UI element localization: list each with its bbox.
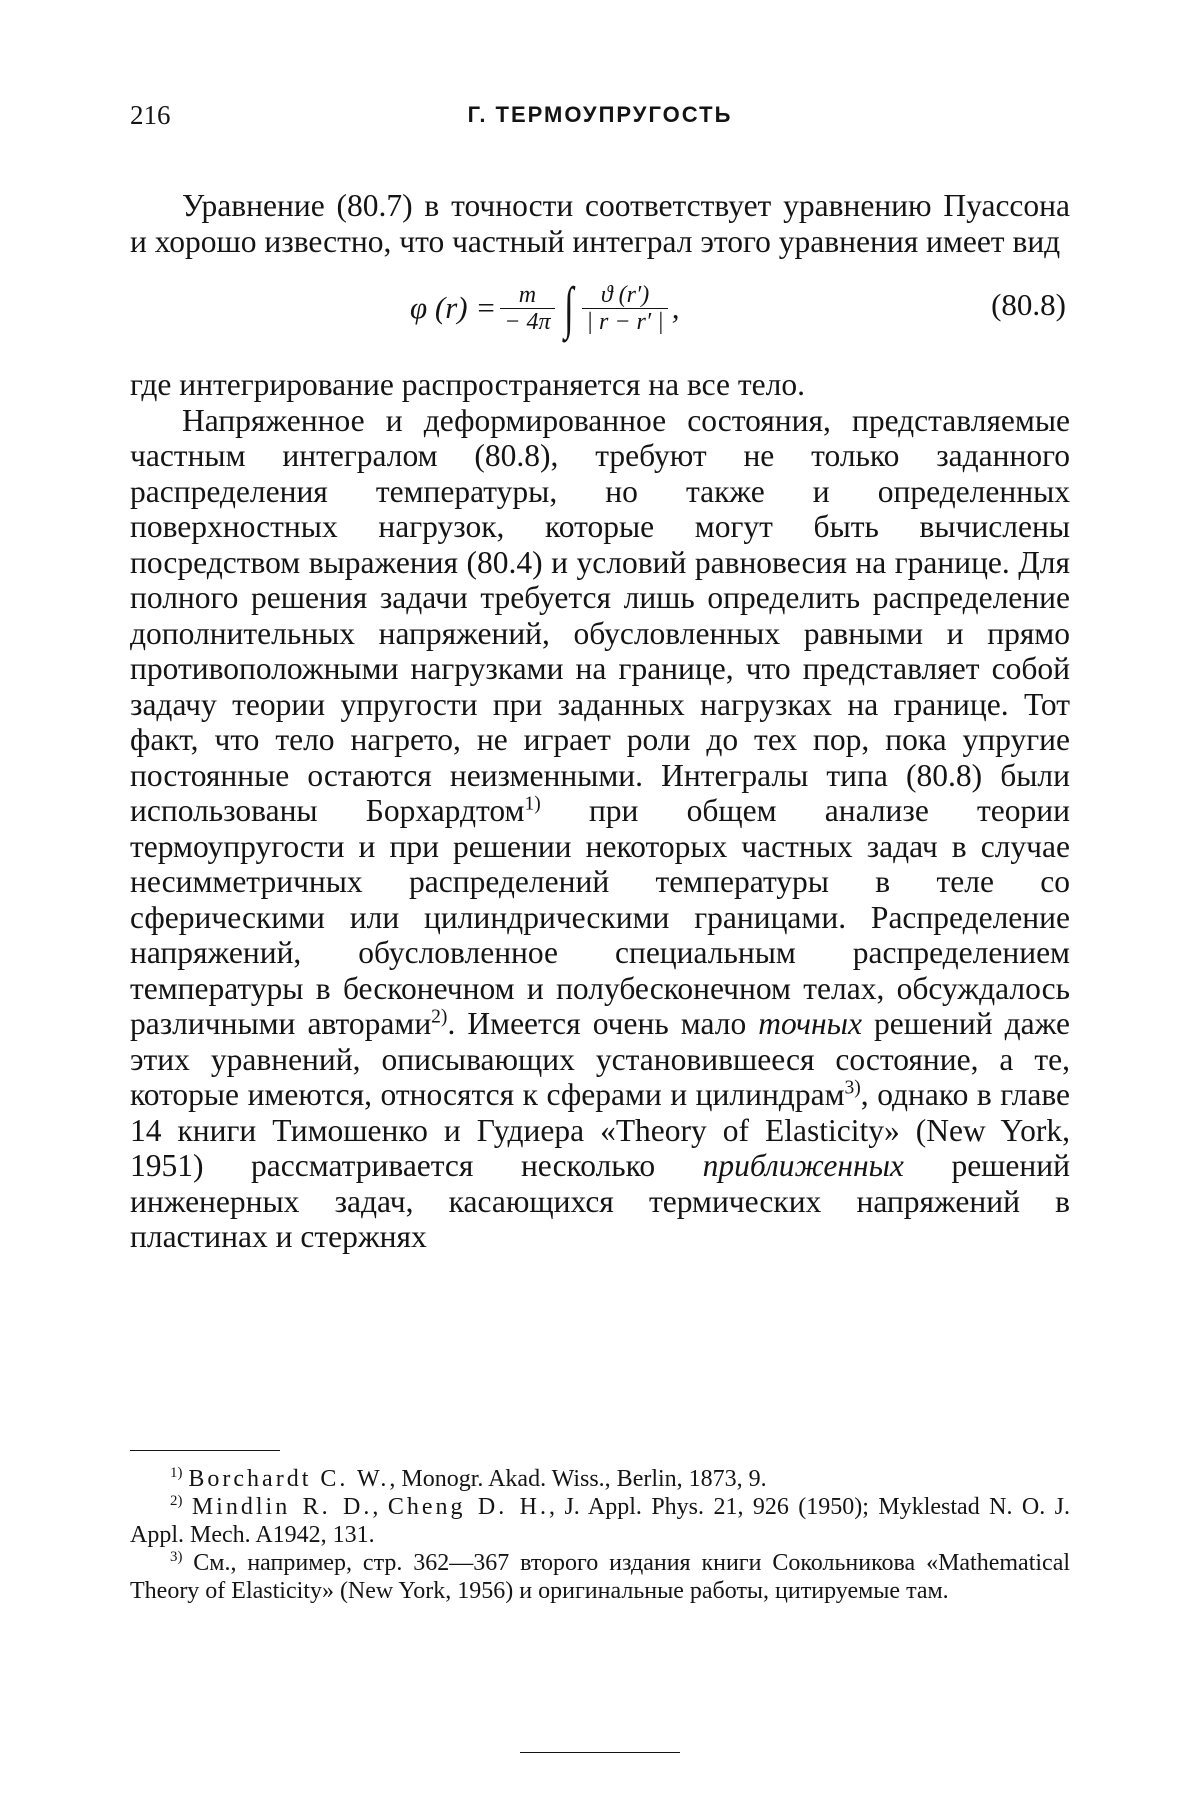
- coefficient-numerator: m: [518, 281, 537, 308]
- coefficient-denominator: − 4π: [500, 308, 554, 335]
- footnote-author: Mindlin R. D.: [191, 1494, 373, 1520]
- main-text-4: решений даже этих уравнений, описывающих установившееся состояние, а те, которые имеются, относятся к сферами и цилиндрам: [130, 1006, 1070, 1112]
- equation-lhs: φ (r) =: [410, 290, 497, 326]
- footnote-separator: ,: [372, 1494, 388, 1520]
- intro-paragraph: Уравнение (80.7) в точности соответствует уравнению Пуассона и хорошо известно, что частный интеграл этого уравнения имеет вид: [130, 188, 1070, 259]
- equation-trailing-comma: ,: [671, 290, 680, 326]
- equation-expression: [410, 275, 680, 340]
- footnote-marker: 2): [170, 1493, 183, 1509]
- footnote-ref-3: 3): [844, 1077, 861, 1099]
- footnote-1: [130, 1465, 1070, 1493]
- footnote-ref-2: 2): [431, 1006, 448, 1028]
- page-number: 216: [130, 100, 171, 130]
- after-equation-text: где интегрирование распространяется на все тело.: [130, 367, 805, 402]
- footnote-text: , Monogr. Akad. Wiss., Berlin, 1873, 9.: [389, 1466, 767, 1492]
- main-text-3: . Имеется очень мало: [447, 1006, 759, 1041]
- main-text-5: , однако в главе 14 книги Тимошенко и Гудиера «Theory of Elasticity» (New York, 1951) рассматривается несколько: [130, 1077, 1070, 1183]
- footnote-divider: [130, 1450, 280, 1451]
- footnote-marker: 1): [170, 1465, 183, 1481]
- main-text-6: решений инженерных задач, касающихся термических напряжений в пластинах и стержнях: [130, 1148, 1070, 1254]
- footnote-text: , J. Appl. Phys. 21, 926 (1950); Myklestad N. O. J. Appl. Mech. A1942, 131.: [130, 1494, 1071, 1548]
- integrand-denominator: | r − r′ |: [582, 308, 667, 335]
- equation-80-8: [130, 265, 1070, 365]
- footnote-author: Borchardt C. W.: [188, 1466, 390, 1492]
- footnote-ref-1: 1): [524, 793, 541, 815]
- body-text: [130, 188, 1070, 1255]
- integrand-numerator: ϑ (r′): [600, 281, 650, 308]
- page-end-rule: [520, 1752, 680, 1753]
- footnote-text: См., например, стр. 362—367 второго издания книги Сокольникова «Mathematical Theory of Elasticity» (New York, 1956) и оригинальные работы, цитируемые там.: [130, 1550, 1071, 1604]
- footnote-2: [130, 1493, 1070, 1549]
- main-text-2: при общем анализе теории термоупругости и при решении некоторых частных задач в случае несимметричных распределений температуры в теле со сферическими или цилиндрическими границами. Распределение напряжений, обусловленное специальным распределением температуры в бесконечном и полубесконечном телах, обсуждалось различными авторами: [130, 793, 1070, 1041]
- equation-number: (80.8): [991, 287, 1066, 322]
- emphasis-approximate: приближенных: [702, 1148, 904, 1183]
- footnote-marker: 3): [170, 1549, 183, 1565]
- equation-coefficient: [500, 282, 554, 335]
- footnote-3: [130, 1549, 1070, 1605]
- main-text-1: Напряженное и деформированное состояния, представляемые частным интегралом (80.8), требуют не только заданного распределения температуры, но также и определенных поверхностных нагрузок, которые могут быть вычислены посредством выражения (80.4) и условий равновесия на границе. Для полного решения задачи требуется лишь определить распределение дополнительных напряжений, обусловленных равными и прямо противоположными нагрузками на границе, что представляет собой задачу теории упругости при заданных нагрузках на границе. Тот факт, что тело нагрето, не играет роли до тех пор, пока упругие постоянные остаются неизменными. Интегралы типа (80.8) были использованы Борхардтом: [130, 402, 1070, 828]
- footnotes: [130, 1465, 1070, 1605]
- footnote-author-2: Cheng D. H.: [387, 1494, 550, 1520]
- integral-sign: ∫: [563, 275, 574, 340]
- integrand-fraction: [582, 282, 667, 335]
- page-header: [130, 100, 1070, 136]
- running-head: Г. ТЕРМОУПРУГОСТЬ: [467, 102, 733, 127]
- emphasis-exact: точных: [758, 1006, 862, 1041]
- main-paragraph: [130, 403, 1070, 1255]
